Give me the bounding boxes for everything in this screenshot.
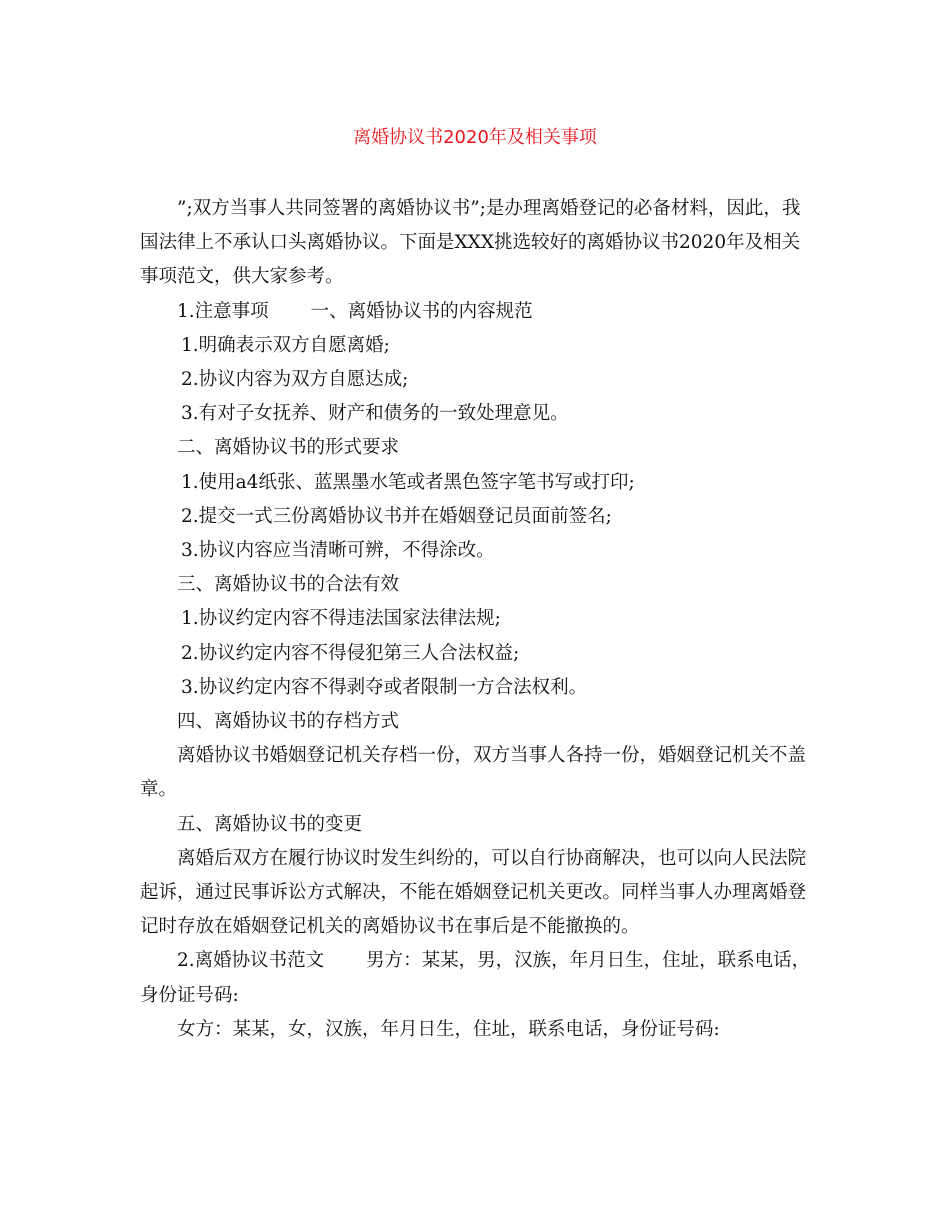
intro-paragraph: ”;双方当事人共同签署的离婚协议书”;是办理离婚登记的必备材料，因此，我国法律上不承认口头离婚协议。下面是XXX挑选较好的离婚协议书2020年及相关事项范文，供大家参考。: [140, 198, 801, 288]
document-body: [140, 192, 812, 1047]
list-item: 3.协议内容应当清晰可辨，不得涂改。: [181, 540, 495, 562]
section-label: 1.注意事项: [177, 300, 269, 322]
document-title: 离婚协议书2020年及相关事项: [353, 127, 597, 148]
list-item: 3.协议约定内容不得剥夺或者限制一方合法权利。: [181, 676, 588, 698]
list-item: 3.有对子女抚养、财产和债务的一致处理意见。: [181, 403, 569, 425]
section-heading: 一、离婚协议书的内容规范: [310, 300, 533, 322]
list-item: 2.协议约定内容不得侵犯第三人合法权益;: [181, 642, 520, 664]
section-heading: 四、离婚协议书的存档方式: [177, 711, 400, 733]
list-item: 2.提交一式三份离婚协议书并在婚姻登记员面前签名;: [181, 505, 612, 527]
list-item: 1.协议约定内容不得违法国家法律法规;: [181, 608, 501, 630]
section-label: 2.离婚协议书范文: [177, 950, 325, 972]
list-item: 2.协议内容为双方自愿达成;: [181, 369, 409, 391]
list-item: 1.使用a4纸张、蓝黑墨水笔或者黑色签字笔书写或打印;: [181, 471, 635, 493]
section-heading-notes: [140, 295, 812, 329]
sample-heading-paragraph: [140, 944, 812, 1012]
body-paragraph: 离婚协议书婚姻登记机关存档一份，双方当事人各持一份，婚姻登记机关不盖章。: [140, 745, 807, 801]
section-heading: 三、离婚协议书的合法有效: [177, 574, 400, 596]
party-info-female: 女方：某某，女，汉族，年月日生，住址，联系电话，身份证号码:: [177, 1018, 720, 1040]
section-heading: 二、离婚协议书的形式要求: [177, 437, 400, 459]
section-heading: 五、离婚协议书的变更: [177, 813, 363, 835]
party-info-male: 男方：某某，男，汉族，年月日生，住址，联系电话，身份证号码:: [140, 950, 811, 1006]
list-item: 1.明确表示双方自愿离婚;: [181, 334, 390, 356]
body-paragraph: 离婚后双方在履行协议时发生纠纷的，可以自行协商解决，也可以向人民法院起诉，通过民事诉讼方式解决，不能在婚姻登记机关更改。同样当事人办理离婚登记时存放在婚姻登记机关的离婚协议书在事后是不能撤换的。: [140, 847, 807, 938]
